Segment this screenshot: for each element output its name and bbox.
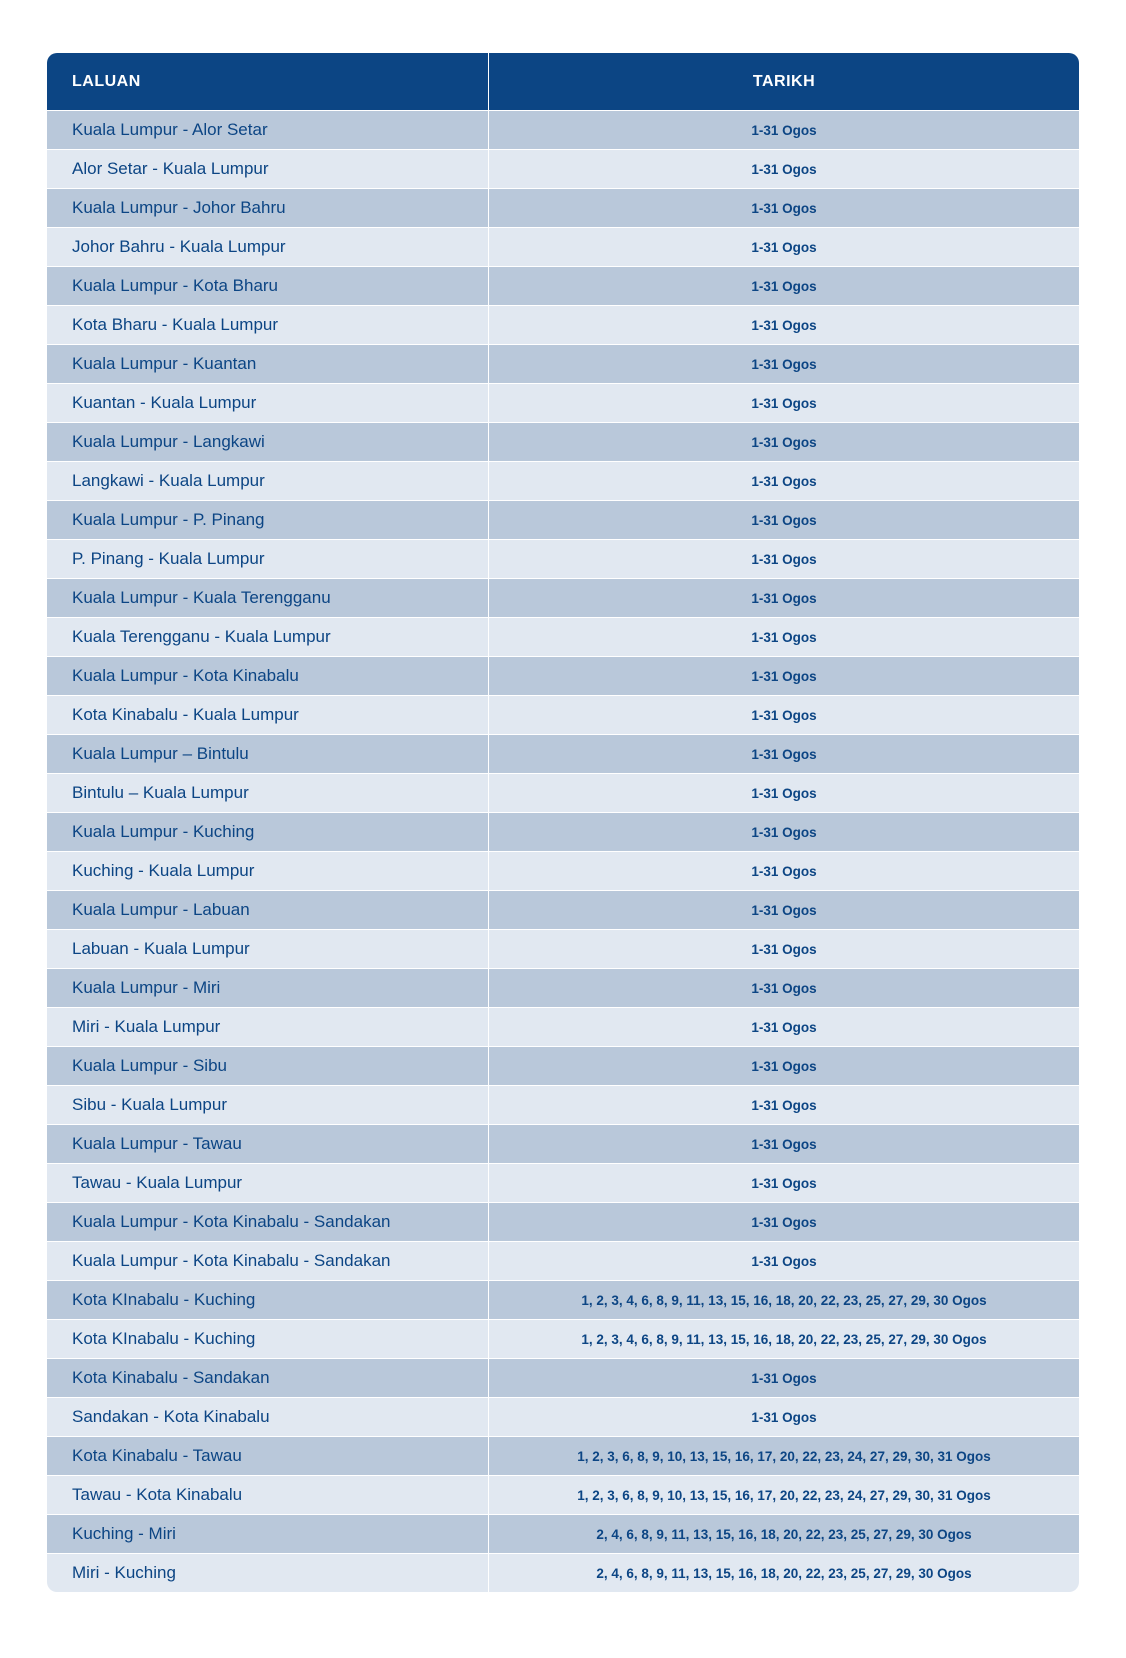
date-cell: 1-31 Ogos bbox=[751, 941, 817, 957]
route-cell: Tawau - Kuala Lumpur bbox=[47, 1164, 489, 1202]
date-cell: 1-31 Ogos bbox=[751, 395, 817, 411]
date-column-header: TARIKH bbox=[752, 72, 816, 90]
table-row bbox=[47, 1202, 1079, 1241]
route-cell: Kuala Terengganu - Kuala Lumpur bbox=[47, 618, 489, 656]
date-cell: 1-31 Ogos bbox=[751, 1097, 817, 1113]
route-cell: Kuala Lumpur – Bintulu bbox=[47, 735, 489, 773]
table-row bbox=[47, 1085, 1079, 1124]
route-column-header: LALUAN bbox=[47, 53, 489, 110]
date-cell: 1-31 Ogos bbox=[751, 473, 817, 489]
table-row bbox=[47, 1124, 1079, 1163]
route-cell: Kuala Lumpur - Labuan bbox=[47, 891, 489, 929]
table-row bbox=[47, 344, 1079, 383]
table-row bbox=[47, 1319, 1079, 1358]
date-cell: 1-31 Ogos bbox=[751, 707, 817, 723]
date-cell: 2, 4, 6, 8, 9, 11, 13, 15, 16, 18, 20, 22, 23, 25, 27, 29, 30 Ogos bbox=[596, 1565, 972, 1581]
route-cell: Kuala Lumpur - Tawau bbox=[47, 1125, 489, 1163]
route-cell: Kuala Lumpur - Kuching bbox=[47, 813, 489, 851]
table-row bbox=[47, 1514, 1079, 1553]
route-cell: Tawau - Kota Kinabalu bbox=[47, 1476, 489, 1514]
route-cell: Kuala Lumpur - Kota Kinabalu - Sandakan bbox=[47, 1242, 489, 1280]
table-row bbox=[47, 578, 1079, 617]
date-cell: 1-31 Ogos bbox=[751, 434, 817, 450]
date-cell: 1-31 Ogos bbox=[751, 1175, 817, 1191]
date-cell: 1-31 Ogos bbox=[751, 902, 817, 918]
date-cell: 1-31 Ogos bbox=[751, 239, 817, 255]
date-cell: 1-31 Ogos bbox=[751, 551, 817, 567]
route-cell: Kuala Lumpur - Kota Kinabalu - Sandakan bbox=[47, 1203, 489, 1241]
table-row bbox=[47, 422, 1079, 461]
table-row bbox=[47, 305, 1079, 344]
table-row bbox=[47, 1046, 1079, 1085]
table-row bbox=[47, 1475, 1079, 1514]
date-cell: 1-31 Ogos bbox=[751, 512, 817, 528]
route-cell: Johor Bahru - Kuala Lumpur bbox=[47, 228, 489, 266]
table-row bbox=[47, 1163, 1079, 1202]
route-cell: Bintulu – Kuala Lumpur bbox=[47, 774, 489, 812]
date-cell: 1-31 Ogos bbox=[751, 122, 817, 138]
route-cell: Kuching - Kuala Lumpur bbox=[47, 852, 489, 890]
route-cell: Kuantan - Kuala Lumpur bbox=[47, 384, 489, 422]
date-cell: 1-31 Ogos bbox=[751, 1214, 817, 1230]
table-row bbox=[47, 851, 1079, 890]
table-row bbox=[47, 773, 1079, 812]
table-row bbox=[47, 149, 1079, 188]
table-row bbox=[47, 968, 1079, 1007]
routes-table bbox=[47, 53, 1079, 1592]
date-cell: 1-31 Ogos bbox=[751, 1058, 817, 1074]
date-cell: 1-31 Ogos bbox=[751, 1253, 817, 1269]
route-cell: Kuala Lumpur - Alor Setar bbox=[47, 111, 489, 149]
table-row bbox=[47, 1007, 1079, 1046]
table-row bbox=[47, 656, 1079, 695]
date-cell: 1, 2, 3, 4, 6, 8, 9, 11, 13, 15, 16, 18, 20, 22, 23, 25, 27, 29, 30 Ogos bbox=[581, 1292, 987, 1308]
table-row bbox=[47, 1358, 1079, 1397]
date-cell: 1-31 Ogos bbox=[751, 980, 817, 996]
route-cell: Miri - Kuching bbox=[47, 1554, 489, 1592]
date-cell: 1-31 Ogos bbox=[751, 863, 817, 879]
table-row bbox=[47, 500, 1079, 539]
date-cell: 1, 2, 3, 4, 6, 8, 9, 11, 13, 15, 16, 18, 20, 22, 23, 25, 27, 29, 30 Ogos bbox=[581, 1331, 987, 1347]
table-row bbox=[47, 734, 1079, 773]
route-cell: Kota Kinabalu - Kuala Lumpur bbox=[47, 696, 489, 734]
table-body bbox=[47, 110, 1079, 1592]
route-cell: Kota KInabalu - Kuching bbox=[47, 1281, 489, 1319]
route-cell: Kota KInabalu - Kuching bbox=[47, 1320, 489, 1358]
route-cell: Kota Kinabalu - Tawau bbox=[47, 1437, 489, 1475]
date-cell: 1-31 Ogos bbox=[751, 1370, 817, 1386]
route-cell: Langkawi - Kuala Lumpur bbox=[47, 462, 489, 500]
table-row bbox=[47, 890, 1079, 929]
date-cell: 1, 2, 3, 6, 8, 9, 10, 13, 15, 16, 17, 20, 22, 23, 24, 27, 29, 30, 31 Ogos bbox=[577, 1487, 991, 1503]
route-cell: P. Pinang - Kuala Lumpur bbox=[47, 540, 489, 578]
route-cell: Kuala Lumpur - Miri bbox=[47, 969, 489, 1007]
table-row bbox=[47, 1553, 1079, 1592]
route-cell: Kuala Lumpur - Johor Bahru bbox=[47, 189, 489, 227]
table-row bbox=[47, 812, 1079, 851]
route-cell: Kota Kinabalu - Sandakan bbox=[47, 1359, 489, 1397]
route-cell: Sibu - Kuala Lumpur bbox=[47, 1086, 489, 1124]
table-row bbox=[47, 1241, 1079, 1280]
date-cell: 1-31 Ogos bbox=[751, 746, 817, 762]
table-row bbox=[47, 188, 1079, 227]
route-cell: Kuala Lumpur - P. Pinang bbox=[47, 501, 489, 539]
date-cell: 1-31 Ogos bbox=[751, 668, 817, 684]
table-row bbox=[47, 227, 1079, 266]
date-cell: 1-31 Ogos bbox=[751, 785, 817, 801]
date-cell: 1-31 Ogos bbox=[751, 590, 817, 606]
date-cell: 2, 4, 6, 8, 9, 11, 13, 15, 16, 18, 20, 22, 23, 25, 27, 29, 30 Ogos bbox=[596, 1526, 972, 1542]
date-cell: 1-31 Ogos bbox=[751, 356, 817, 372]
table-row bbox=[47, 266, 1079, 305]
date-cell: 1-31 Ogos bbox=[751, 200, 817, 216]
date-cell: 1-31 Ogos bbox=[751, 317, 817, 333]
route-cell: Kuala Lumpur - Langkawi bbox=[47, 423, 489, 461]
date-cell: 1, 2, 3, 6, 8, 9, 10, 13, 15, 16, 17, 20, 22, 23, 24, 27, 29, 30, 31 Ogos bbox=[577, 1448, 991, 1464]
table-row bbox=[47, 695, 1079, 734]
route-cell: Kuala Lumpur - Kota Kinabalu bbox=[47, 657, 489, 695]
route-cell: Miri - Kuala Lumpur bbox=[47, 1008, 489, 1046]
route-cell: Kuala Lumpur - Kuala Terengganu bbox=[47, 579, 489, 617]
date-cell: 1-31 Ogos bbox=[751, 629, 817, 645]
table-row bbox=[47, 110, 1079, 149]
date-cell: 1-31 Ogos bbox=[751, 1409, 817, 1425]
table-row bbox=[47, 539, 1079, 578]
date-cell: 1-31 Ogos bbox=[751, 824, 817, 840]
route-cell: Kota Bharu - Kuala Lumpur bbox=[47, 306, 489, 344]
table-row bbox=[47, 929, 1079, 968]
table-row bbox=[47, 1280, 1079, 1319]
date-cell: 1-31 Ogos bbox=[751, 1019, 817, 1035]
route-cell: Alor Setar - Kuala Lumpur bbox=[47, 150, 489, 188]
route-cell: Kuala Lumpur - Kota Bharu bbox=[47, 267, 489, 305]
route-cell: Labuan - Kuala Lumpur bbox=[47, 930, 489, 968]
table-header bbox=[47, 53, 1079, 110]
date-cell: 1-31 Ogos bbox=[751, 278, 817, 294]
table-row bbox=[47, 617, 1079, 656]
route-cell: Kuala Lumpur - Sibu bbox=[47, 1047, 489, 1085]
table-row bbox=[47, 461, 1079, 500]
route-cell: Kuching - Miri bbox=[47, 1515, 489, 1553]
date-cell: 1-31 Ogos bbox=[751, 1136, 817, 1152]
date-cell: 1-31 Ogos bbox=[751, 161, 817, 177]
table-row bbox=[47, 1436, 1079, 1475]
table-row bbox=[47, 383, 1079, 422]
table-row bbox=[47, 1397, 1079, 1436]
route-cell: Kuala Lumpur - Kuantan bbox=[47, 345, 489, 383]
route-cell: Sandakan - Kota Kinabalu bbox=[47, 1398, 489, 1436]
